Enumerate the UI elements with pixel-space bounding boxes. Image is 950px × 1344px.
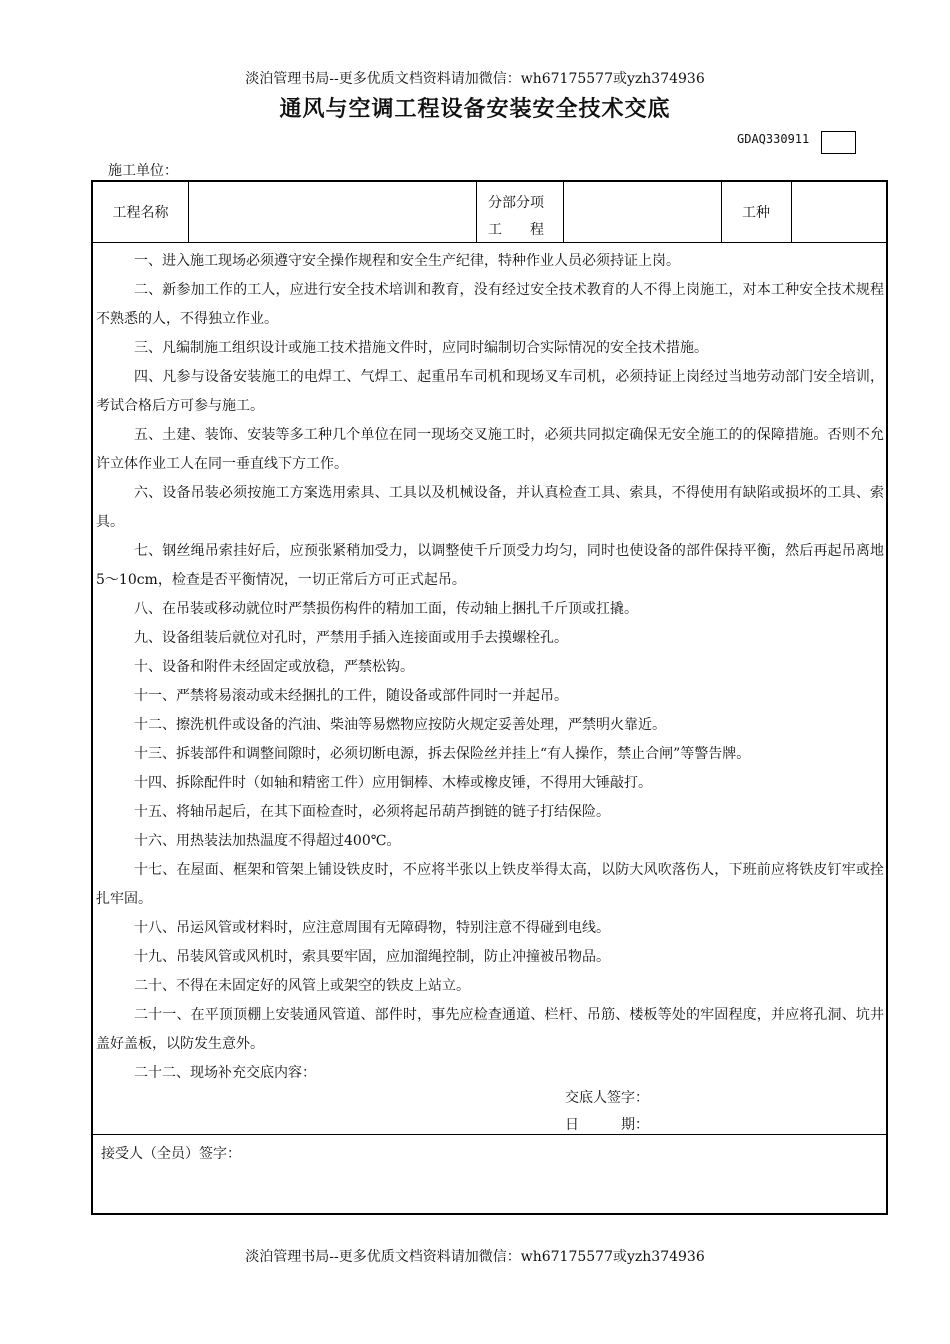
work-type-label (721, 182, 791, 242)
disclosure-item: 十、设备和附件未经固定或放稳，严禁松钩。 (134, 659, 414, 675)
disclosure-item: 十八、吊运风管或材料时，应注意周围有无障碍物，特别注意不得碰到电线。 (134, 920, 610, 936)
document-title: 通风与空调工程设备安装安全技术交底 (279, 97, 671, 122)
discloser-signature-label: 交底人签字： (565, 1090, 649, 1106)
header-watermark-note: 淡泊管理书局--更多优质文档资料请加微信：wh67175577或yzh374936 (245, 71, 705, 87)
disclosure-item: 二十一、在平顶顶棚上安装通风管道、部件时，事先应检查通道、栏杆、吊筋、楼板等处的牢固程度，并应将孔洞、坑井盖好盖板，以防发生意外。 (96, 1007, 884, 1052)
sub-project-label-line1: 分部分项 (488, 195, 544, 211)
disclosure-item: 一、进入施工现场必须遵守安全操作规程和安全生产纪律，特种作业人员必须持证上岗。 (134, 253, 680, 269)
disclosure-item: 四、凡参与设备安装施工的电焊工、气焊工、起重吊车司机和现场叉车司机，必须持证上岗经过当地劳动部门安全培训，考试合格后方可参与施工。 (96, 369, 884, 414)
project-name-label (93, 182, 188, 242)
disclosure-item: 二、新参加工作的工人，应进行安全技术培训和教育，没有经过安全技术教育的人不得上岗施工，对本工种安全技术规程不熟悉的人，不得独立作业。 (96, 282, 884, 327)
document-code-box[interactable] (821, 131, 856, 154)
disclosure-item: 八、在吊装或移动就位时严禁损伤构件的精加工面，传动轴上捆扎千斤顶或扛撬。 (134, 601, 638, 617)
project-name-label-text: 工程名称 (112, 205, 169, 221)
receiver-signature-label: 接受人（全员）签字： (101, 1146, 241, 1162)
sub-project-field[interactable] (564, 182, 721, 242)
disclosure-item: 十九、吊装风管或风机时，索具要牢固，应加溜绳控制，防止冲撞被吊物品。 (134, 949, 610, 965)
disclosure-item: 二十、不得在未固定好的风管上或架空的铁皮上站立。 (134, 978, 470, 994)
sub-project-label-line2: 工 程 (488, 222, 544, 238)
work-type-field[interactable] (792, 182, 886, 242)
disclosure-date-label: 日 期： (565, 1117, 649, 1133)
work-type-label-text: 工种 (742, 205, 770, 221)
disclosure-item: 十四、拆除配件时（如轴和精密工件）应用铜棒、木棒或橡皮锤，不得用大锤敲打。 (134, 775, 652, 791)
disclosure-item: 七、钢丝绳吊索挂好后，应预张紧稍加受力，以调整使千斤顶受力均匀，同时也使设备的部件保持平衡，然后再起吊离地5～10cm，检查是否平衡情况，一切正常后方可正式起吊。 (96, 543, 884, 588)
disclosure-form (91, 180, 888, 1215)
disclosure-item: 五、土建、装饰、安装等多工种几个单位在同一现场交叉施工时，必须共同拟定确保无安全施工的的保障措施。否则不允许立体作业工人在同一垂直线下方工作。 (96, 427, 884, 472)
disclosure-item: 六、设备吊装必须按施工方案选用索具、工具以及机械设备，并认真检查工具、索具，不得使用有缺陷或损坏的工具、索具。 (96, 485, 884, 530)
construction-unit-label: 施工单位： (108, 163, 178, 179)
footer-watermark-note: 淡泊管理书局--更多优质文档资料请加微信：wh67175577或yzh374936 (245, 1249, 705, 1265)
document-code: GDAQ330911 (737, 132, 810, 146)
disclosure-item: 十一、严禁将易滚动或未经捆扎的工件，随设备或部件同时一并起吊。 (134, 688, 568, 704)
disclosure-item: 三、凡编制施工组织设计或施工技术措施文件时，应同时编制切合实际情况的安全技术措施。 (134, 340, 708, 356)
disclosure-item: 十二、擦洗机件或设备的汽油、柴油等易燃物应按防火规定妥善处理，严禁明火靠近。 (134, 717, 666, 733)
sub-project-label (476, 182, 563, 242)
project-name-field[interactable] (189, 182, 476, 242)
disclosure-item: 二十二、现场补充交底内容： (134, 1065, 316, 1081)
disclosure-content (93, 243, 886, 1135)
disclosure-item: 十七、在屋面、框架和管架上铺设铁皮时，不应将半张以上铁皮举得太高，以防大风吹落伤人，下班前应将铁皮钉牢或拴扎牢固。 (96, 862, 884, 907)
disclosure-item: 九、设备组装后就位对孔时，严禁用手插入连接面或用手去摸螺栓孔。 (134, 630, 568, 646)
disclosure-item: 十三、拆装部件和调整间隙时，必须切断电源，拆去保险丝并挂上“有人操作，禁止合闸”等警告牌。 (134, 746, 751, 762)
form-header-row (93, 182, 886, 243)
disclosure-item: 十六、用热装法加热温度不得超过400℃。 (134, 833, 401, 849)
disclosure-item: 十五、将轴吊起后，在其下面检查时，必须将起吊葫芦捯链的链子打结保险。 (134, 804, 610, 820)
